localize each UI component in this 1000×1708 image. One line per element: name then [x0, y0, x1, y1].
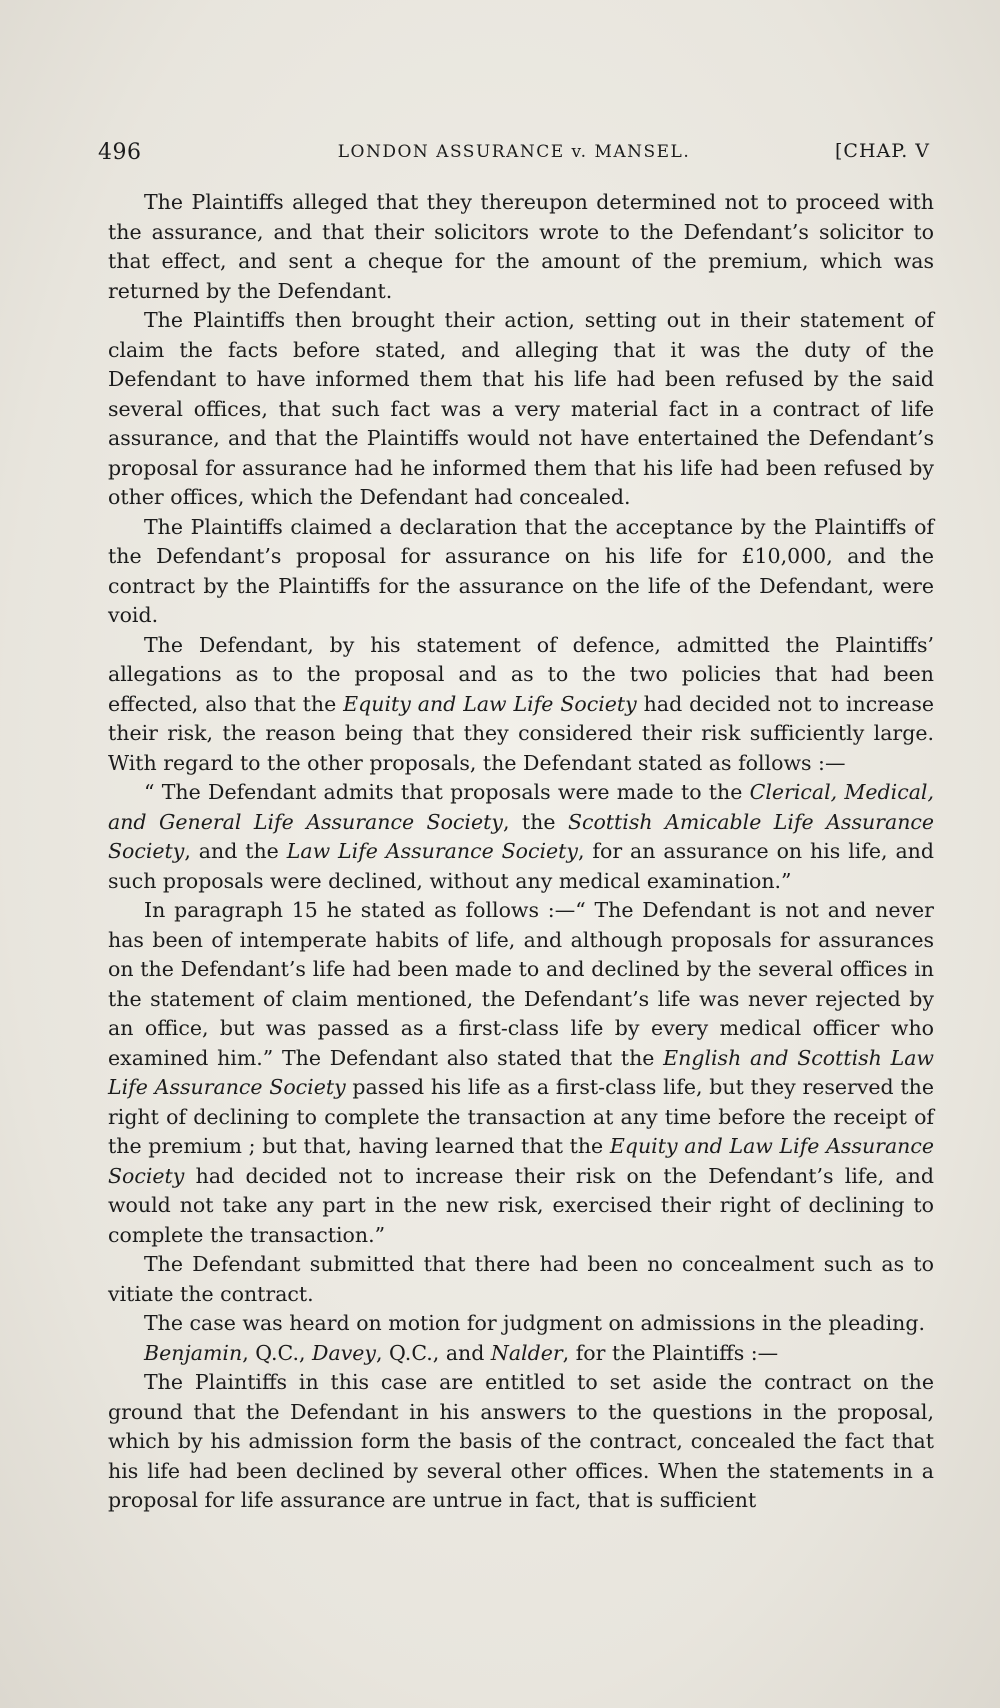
paragraph-1: The Plaintiffs alleged that they thereupon determined not to proceed with the assurance, and that their solicitors wrote to the Defendant’s solicitor to that effect, and sent a cheque for the amount of the premium, which was returned by the Defendant.	[108, 190, 934, 303]
paragraph-3: The Plaintiffs claimed a declaration that the acceptance by the Plaintiffs of the Defendant’s proposal for assurance on his life for £10,000, and the contract by the Plaintiffs for the assurance on the life of the Defendant, were void.	[108, 514, 934, 627]
italic-society-name: Scottish Amicable Life Assurance Society	[108, 809, 935, 863]
text-span: had decided not to increase their risk, the reason being that they considered their risk sufficiently large. With regard to the other proposals, the Defendant stated as follows :—	[108, 691, 934, 775]
italic-counsel-name: Nalder	[490, 1340, 563, 1365]
italic-society-name: Clerical, Medical, and General Life Assurance Society	[108, 780, 934, 834]
text-span: , Q.C., and	[375, 1340, 491, 1365]
text-span: passed his life as a first-class life, but they reserved the right of declining to complete the transaction at any time before the receipt of the premium ; but that, having learned that the	[108, 1075, 935, 1158]
text-span: had decided not to increase their risk on the Defendant’s life, and would not take any part in the new risk, exercised their right of declining to complete the transaction.”	[108, 1163, 934, 1247]
italic-counsel-name: Benjamin	[144, 1340, 243, 1365]
italic-society-name: Equity and Law Life Assurance Society	[108, 1134, 934, 1188]
chapter-label: [CHAP. V	[835, 140, 930, 162]
text-span: , and the	[184, 839, 287, 863]
italic-counsel-name: Davey	[312, 1340, 376, 1365]
paragraph-9-counsel	[108, 1339, 934, 1369]
text-span: , for the Plaintiffs :—	[562, 1340, 779, 1365]
text-span: The Defendant, by his statement of defence, admitted the Plaintiffs’ allegations as to the proposal and as to the two policies that had been effected, also that the	[108, 632, 934, 716]
page-number: 496	[98, 140, 142, 165]
header-title: LONDON ASSURANCE v. MANSEL.	[337, 142, 691, 162]
italic-society-name: Law Life Assurance Society	[286, 839, 578, 863]
text-span: “ The Defendant admits that proposals were made to the	[144, 780, 750, 804]
paragraph-10: The Plaintiffs in this case are entitled to set aside the contract on the ground that the Defendant in his answers to the questions in the proposal, which by his admission form the basis of the contract, concealed the fact that his life had been declined by several other offices. When the statements in a proposal for life assurance are untrue in fact, that is sufficient	[108, 1370, 934, 1512]
paragraph-6	[108, 896, 934, 1250]
text-span: , Q.C.,	[242, 1340, 313, 1365]
paragraph-8: The case was heard on motion for judgment on admissions in the pleading.	[144, 1311, 925, 1335]
italic-society-name: English and Scottish Law Life Assurance Society	[108, 1045, 934, 1099]
paragraph-2: The Plaintiffs then brought their action, setting out in their statement of claim the facts before stated, and alleging that it was the duty of the Defendant to have informed them that his life had been refused by the said several offices, that such fact was a very material fact in a contract of life assurance, and that the Plaintiffs would not have entertained the Defendant’s proposal for assurance had he informed them that his life had been refused by other offices, which the Defendant had concealed.	[108, 308, 934, 509]
paragraph-7: The Defendant submitted that there had been no concealment such as to vitiate the contract.	[108, 1252, 934, 1306]
running-head	[98, 140, 930, 176]
text-span: , for an assurance on his life, and such proposals were declined, without any medical examination.”	[108, 839, 935, 893]
paragraph-4	[108, 631, 934, 779]
body-text	[108, 188, 934, 1516]
text-span: In paragraph 15 he stated as follows :—“ The Defendant is not and never has been of intemperate habits of life, and although proposals for assurances on the Defendant’s life had been made to and declined by the several offices in the statement of claim mentioned, the Defendant’s life was never rejected by an office, but was passed as a first-class life by every medical officer who examined him.” The Defendant also stated that the	[108, 898, 934, 1070]
paragraph-5-quote	[108, 778, 934, 896]
italic-society-name: Equity and Law Life Society	[343, 691, 637, 716]
text-span: , the	[502, 809, 568, 834]
